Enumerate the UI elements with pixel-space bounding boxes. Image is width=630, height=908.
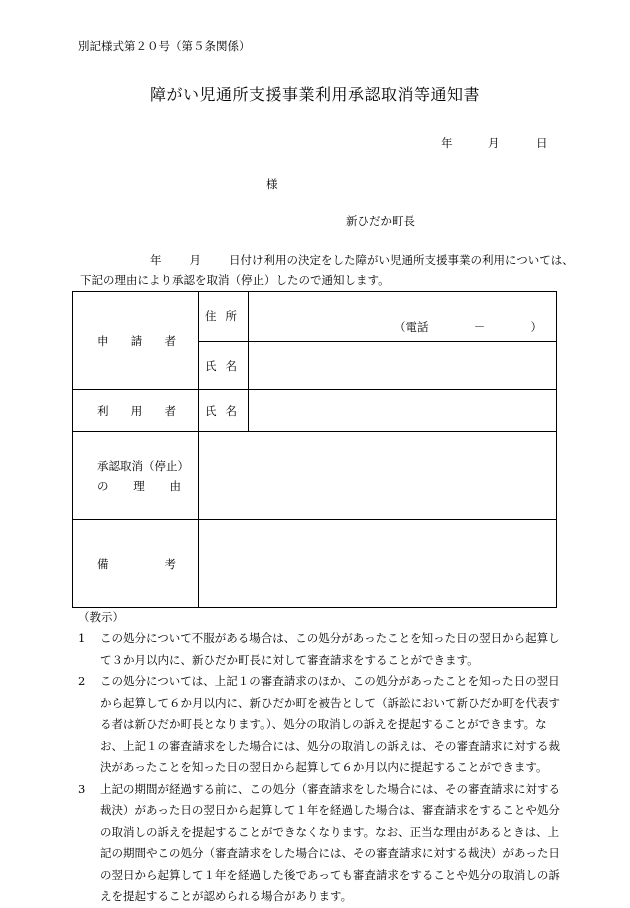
- instructions-heading: （教示）: [78, 610, 124, 624]
- remarks-label-cell: [73, 520, 199, 608]
- addressee-suffix: 様: [266, 177, 278, 191]
- instruction-item: 3 上記の期間が経過する前に、この処分（審査請求をした場合には、その審査請求に対する裁決）があった日の翌日から起算して１年を経過した場合は、審査請求をすることや処分の取消しの訴えを提起することができなくなります。なお、正当な理由があるときは、上記の期間やこの処分（審査請求をした場合には、その審査請求に対する裁決）があった日の翌日から起算して１年を経過した後であっても審査請求をすることや処分の取消しの訴えを提起することが認められる場合があります。: [78, 781, 560, 903]
- user-label: 利 用 者: [97, 403, 176, 418]
- applicant-label-cell: [73, 292, 199, 390]
- applicant-name-value-cell[interactable]: [249, 342, 557, 390]
- notice-form-table: [72, 291, 557, 608]
- user-name-label-cell: [199, 390, 249, 432]
- address-label-cell: [199, 292, 249, 342]
- reason-label: 承認取消（停止） の 理 由: [97, 458, 189, 493]
- applicant-name-label-cell: [199, 342, 249, 390]
- date-day-label: 日: [536, 136, 548, 150]
- instructions-list: [78, 628, 563, 908]
- phone-field: （電話 － ）: [394, 319, 542, 334]
- body-month-label: 月: [189, 253, 201, 267]
- reason-label-cell: [73, 432, 199, 520]
- user-name-label: 氏 名: [205, 403, 237, 418]
- date-month-label: 月: [488, 136, 500, 150]
- user-label-cell: [73, 390, 199, 432]
- address-label: 住 所: [205, 309, 237, 323]
- notice-body-line1: [80, 250, 574, 270]
- date-year-label: 年: [441, 136, 453, 150]
- form-number: 別記様式第２０号（第５条関係）: [78, 39, 251, 53]
- applicant-label: 申 請 者: [97, 333, 176, 348]
- document-title: 障がい児通所支援事業利用承認取消等通知書: [149, 85, 480, 104]
- address-value-cell[interactable]: [249, 292, 557, 342]
- applicant-name-label: 氏 名: [205, 358, 237, 373]
- user-name-value-cell[interactable]: [249, 390, 557, 432]
- reason-value-cell[interactable]: [199, 432, 557, 520]
- issuer-name: 新ひだか町長: [346, 214, 415, 228]
- instruction-item: 1 この処分について不服がある場合は、この処分があったことを知った日の翌日から起算して３か月以内に、新ひだか町長に対して審査請求をすることができます。: [78, 631, 560, 667]
- instruction-item: 2 この処分については、上記１の審査請求のほか、この処分があったことを知った日の翌日から起算して６か月以内に、新ひだか町を被告として（訴訟において新ひだか町を代表する者は新ひだか町長となります。）、処分の取消しの訴えを提起することができます。なお、上記１の審査請求をした場合には、処分の取消しの訴えは、その審査請求に対する裁決があったことを知った日の翌日から起算して６か月以内に提起することができます。: [78, 674, 560, 774]
- body-line1-text: 日付け利用の決定をした障がい児通所支援事業の利用については、: [229, 253, 574, 267]
- notice-body: [80, 250, 574, 290]
- remarks-value-cell[interactable]: [199, 520, 557, 608]
- remarks-label: 備 考: [97, 556, 176, 571]
- notice-body-line2: 下記の理由により承認を取消（停止）したので通知します。: [80, 273, 390, 287]
- body-year-label: 年: [150, 253, 162, 267]
